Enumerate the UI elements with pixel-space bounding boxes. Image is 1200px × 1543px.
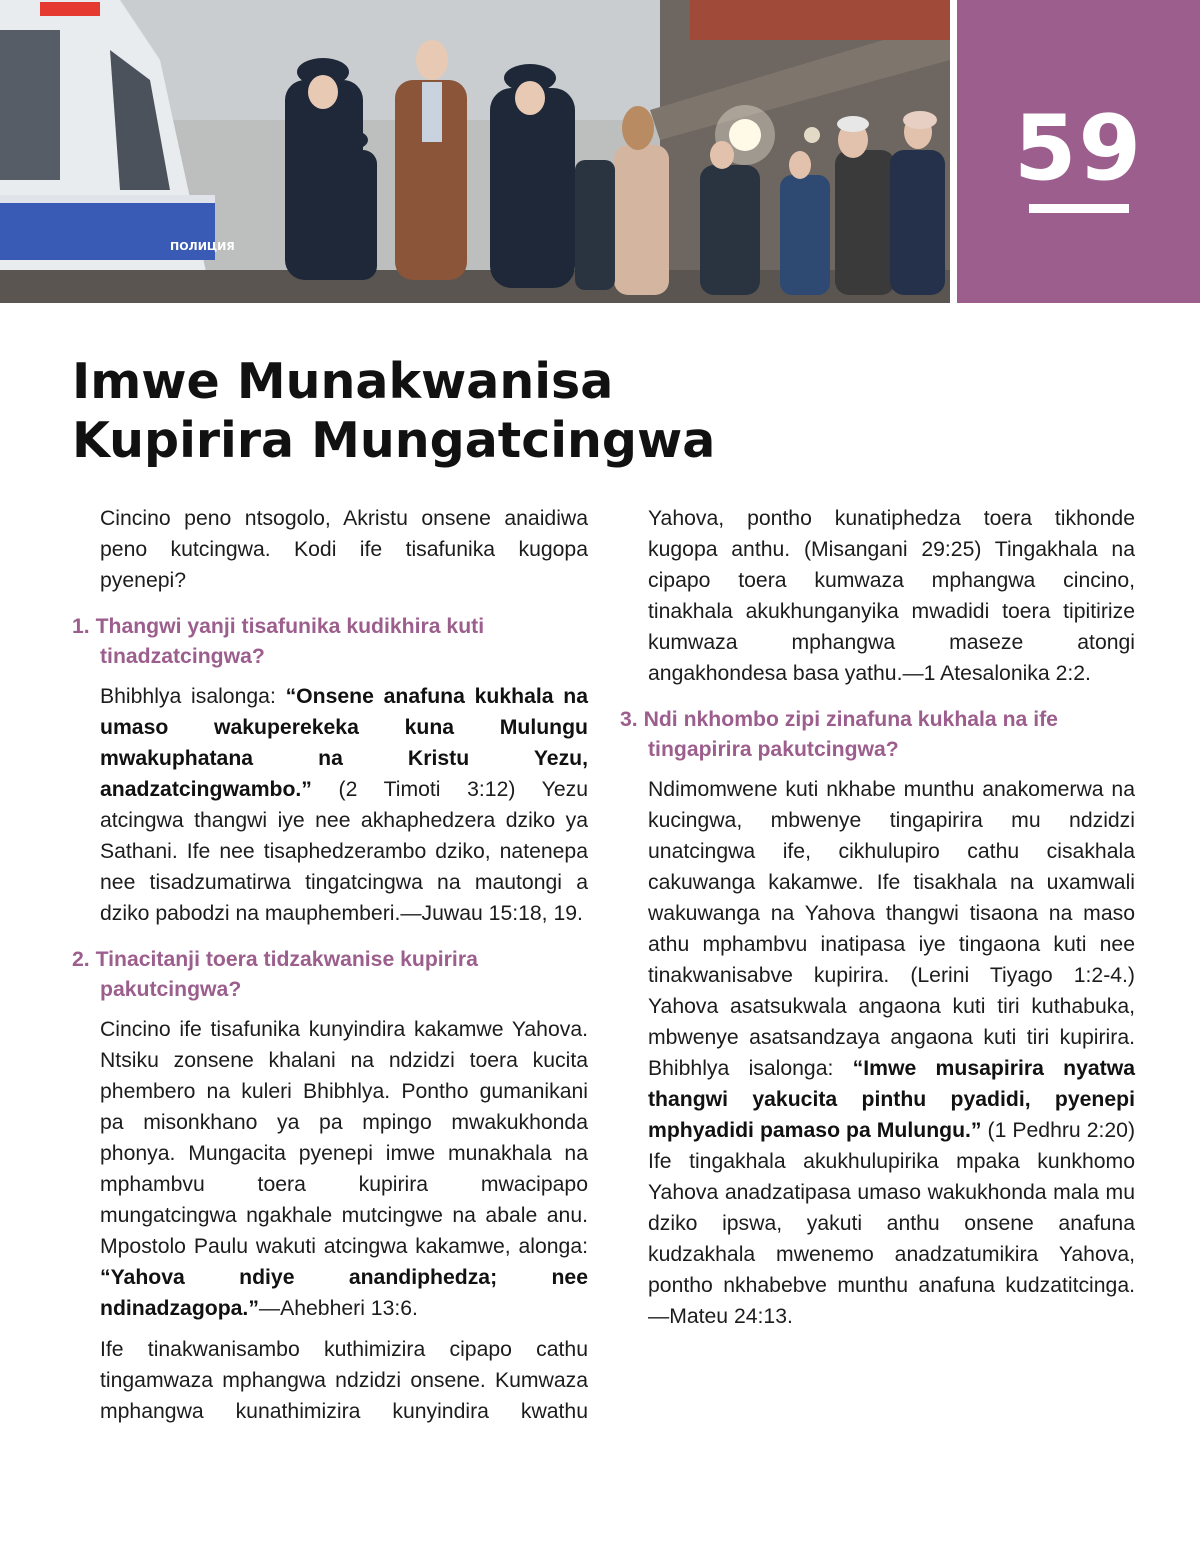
question-1: [72, 612, 588, 672]
question-2-text: Tinacitanji toera tidzakwanise kupirira pakutcingwa?: [95, 948, 478, 1001]
page-title: [72, 352, 715, 470]
answer-3-rest: (1 Pedhru 2:20) Ife tingakhala akukhulupirika mpaka kunkhomo Yahova anadzatipasa umaso wakukhonda mala mu dziko ipswa, yakuti anthu onsene anafuna kudzakhala mwenemo anadzatumikira Yahova, pontho nkhabebve munthu anafuna kudzatitcinga.—Mateu 24:13.: [648, 1119, 1135, 1328]
answer-3-paragraph: [620, 774, 1135, 1332]
answer-2-lead: Cincino ife tisafunika kunyindira kakamwe Yahova. Ntsiku zonsene khalani na ndzidzi toera kucita phembero na kuleri Bhibhlya. Pontho gumanikani pa misonkhano ya pa mpingo mwakukhonda phonya. Mungacita pyenepi imwe munakhala na mphambvu toera kupirira mwacipapo mungatcingwa ngakhale mutcingwe na abale anu. Mpostolo Paulu wakuti atcingwa kakamwe, alonga:: [100, 1018, 588, 1258]
answer-2-quote: “Yahova ndiye anandiphedza; nee ndinadzagopa.”: [100, 1266, 588, 1320]
answer-3-lead: Ndimomwene kuti nkhabe munthu anakomerwa na kucingwa, mbwenye tingapirira mu ndzidzi unatcingwa ife, cikhulupiro cathu cisakhala cakuwanga kakamwe. Ife tisakhala na uxamwali wakuwanga na Yahova thangwi tisaona na maso athu mphambvu inatipasa iye tingaona kuti nee tinakwanisabve kupirira. (Lerini Tiyago 1:2-4.) Yahova asatsukwala angaona kuti tiri kuthabuka, mbwenye asatsandzaya angaona kuti tiri kupirira. Bhibhlya isalonga:: [648, 778, 1135, 1080]
answer-1-quote: “Onsene anafuna kukhala na umaso wakuperekeka kuna Mulungu mwakuphatana na Kristu Yezu, anadzatcingwambo.”: [100, 685, 588, 801]
answer-1-paragraph: [72, 681, 588, 929]
question-2: [72, 945, 588, 1005]
answer-2-rest: —Ahebheri 13:6.: [258, 1297, 418, 1320]
intro-paragraph: Cincino peno ntsogolo, Akristu onsene anaidiwa peno kutcingwa. Kodi ife tisafunika kugopa pyenepi?: [100, 507, 588, 592]
header-photo: [0, 0, 950, 303]
answer-2-paragraph-2a: Ife tinakwanisambo kuthimizira cipapo cathu tingamwaza mphangwa ndzidzi onsene. Kumwaza mphangwa kunathimizira kunyindira kwathu: [100, 1338, 588, 1423]
question-3-text: Ndi nkhombo zipi zinafuna kukhala na ife tingapirira pakutcingwa?: [643, 708, 1058, 761]
answer-1-rest: (2 Timoti 3:12) Yezu atcingwa thangwi iye nee akhaphedzera dziko ya Sathani. Ife nee tisaphedzerambo dziko, natenepa nee tisadzumatirwa tingatcingwa na mautongi a dziko pabodzi na mauphemberi.—Juwau 15:18, 19.: [100, 778, 588, 925]
van-label: ПОЛИЦИЯ: [170, 240, 235, 253]
chapter-badge: [957, 0, 1200, 303]
question-1-text: Thangwi yanji tisafunika kudikhira kuti tinadzatcingwa?: [95, 615, 485, 668]
right-column: [620, 503, 1135, 1332]
chapter-number: 59: [1013, 96, 1144, 201]
answer-3-quote: “Imwe musapirira nyatwa thangwi yakucita pinthu pyadidi, pyenepi mphyadidi pamaso pa Mulungu.”: [648, 1057, 1135, 1142]
left-column: [72, 503, 588, 1427]
question-1-number: 1.: [72, 615, 90, 638]
title-line-2: Kupirira Mungatcingwa: [72, 412, 716, 469]
title-line-1: Imwe Munakwanisa: [72, 353, 614, 410]
question-3: [620, 705, 1135, 765]
answer-2-paragraph: [72, 1014, 588, 1324]
question-2-number: 2.: [72, 948, 90, 971]
question-3-number: 3.: [620, 708, 638, 731]
answer-2-paragraph-2b: Yahova, pontho kunatiphedza toera tikhonde kugopa anthu. (Misangani 29:25) Tingakhala na cipapo toera kumwaza mphangwa cincino, tinakhala akukhunganyika mwadidi toera tipitirize kumwaza mphangwa maseze atongi angakhondesa basa yathu.—1 Atesalonika 2:2.: [648, 507, 1135, 685]
answer-1-lead: Bhibhlya isalonga:: [100, 685, 286, 708]
chapter-underline: [1029, 204, 1129, 213]
